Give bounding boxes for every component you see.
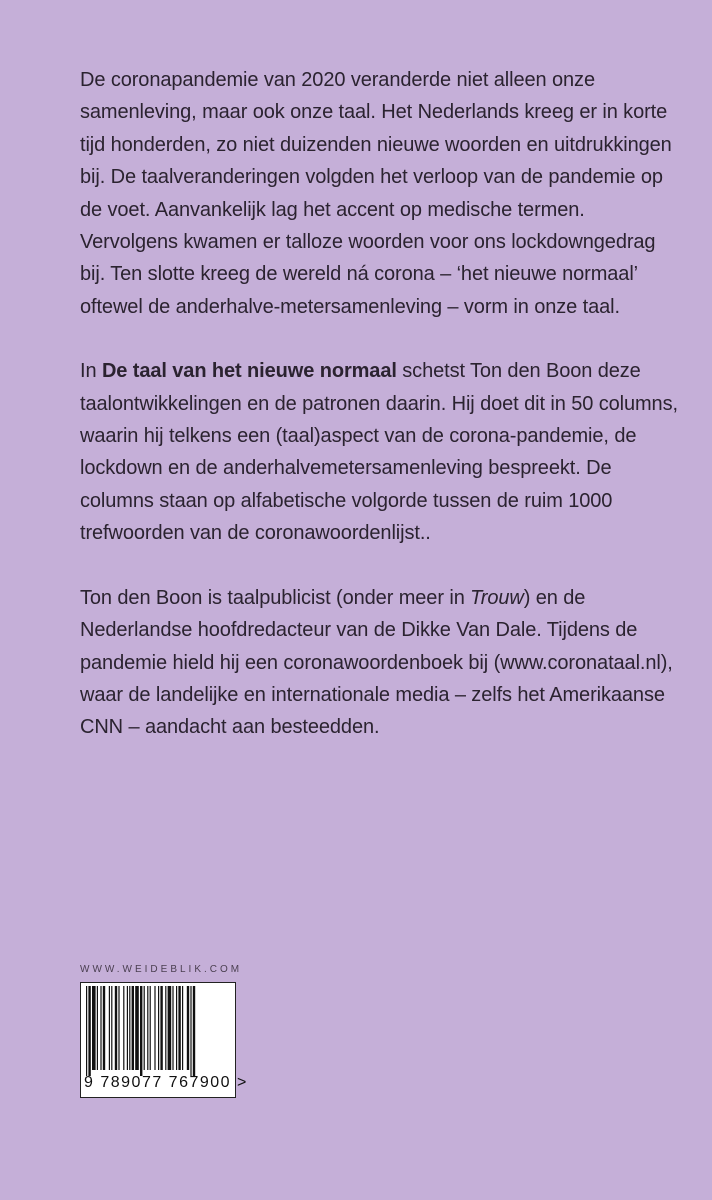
barcode-bar xyxy=(176,986,177,1070)
isbn-number: 9 789077 767900 > xyxy=(84,1074,248,1091)
barcode-bar xyxy=(111,986,112,1070)
barcode-bar xyxy=(172,986,173,1070)
blurb-paragraph-author xyxy=(80,582,680,744)
barcode-bar xyxy=(190,986,191,1076)
barcode-bar xyxy=(97,986,98,1070)
book-title: De taal van het nieuwe normaal xyxy=(101,360,397,383)
barcode-bar xyxy=(86,986,87,1076)
barcode-bar xyxy=(129,986,130,1070)
paragraph-text: ) en de Nederlandse hoofdredacteur van de Dikke Van Dale. Tijdens de pandemie hield hij een coronawoordenboek bij (www.coronataal.nl), waar de landelijke en internationale media – zelfs het Amerikaanse CNN – aandacht aan besteedden. xyxy=(80,586,673,739)
barcode-bar xyxy=(127,986,128,1070)
barcode-bar xyxy=(100,986,101,1070)
barcode-bar xyxy=(168,986,172,1070)
barcode-bar xyxy=(88,986,90,1076)
barcode-bar xyxy=(187,986,189,1070)
barcode-bars xyxy=(84,986,232,1076)
barcode-bar xyxy=(144,986,145,1070)
paragraph-prefix: Ton den Boon is taalpublicist (onder meer in xyxy=(80,586,471,609)
barcode-bar xyxy=(103,986,105,1070)
isbn-barcode xyxy=(80,982,248,1098)
barcode-bar xyxy=(140,986,142,1076)
barcode-bar xyxy=(123,986,124,1070)
barcode-bar xyxy=(115,986,117,1070)
barcode-bar xyxy=(178,986,180,1070)
barcode-bar xyxy=(160,986,162,1070)
barcode-bar xyxy=(165,986,166,1070)
barcode-bar xyxy=(132,986,134,1070)
publisher-website: WWW.WEIDEBLIK.COM xyxy=(80,964,243,975)
barcode-bar xyxy=(118,986,119,1070)
blurb xyxy=(80,64,680,776)
barcode-bar xyxy=(154,986,155,1070)
barcode-bar xyxy=(193,986,195,1076)
barcode-bar xyxy=(150,986,151,1070)
blurb-paragraph-intro: De coronapandemie van 2020 veranderde niet alleen onze samenleving, maar ook onze taal. Het Nederlands kreeg er in korte tijd honderden, zo niet duizenden nieuwe woorden en uitdrukkingen bij. De taalveranderingen volgden het verloop van de pandemie op de voet. Aanvankelijk lag het accent op medische termen. Vervolgens kwamen er talloze woorden voor ons lockdowngedrag bij. Ten slotte kreeg de wereld ná corona – ‘het nieuwe normaal’ oftewel de anderhalve-metersamenleving – vorm in onze taal. xyxy=(80,69,672,318)
barcode-bar xyxy=(158,986,159,1070)
paragraph-text: schetst Ton den Boon deze taalontwikkelingen en de patronen daarin. Hij doet dit in 50 columns, waarin hij telkens een (taal)aspect van de corona-pandemie, de lockdown en de anderhalvemetersamenleving bespreekt. De columns staan op alfabetische volgorde tussen de ruim 1000 trefwoorden van de coronawoordenlijst.. xyxy=(80,360,678,545)
barcode-bar xyxy=(109,986,110,1070)
blurb-paragraph-book xyxy=(80,355,680,549)
paragraph-prefix: In xyxy=(80,360,102,383)
barcode-bar xyxy=(147,986,148,1070)
newspaper-name: Trouw xyxy=(470,586,524,609)
barcode-bar xyxy=(182,986,183,1070)
barcode-bar xyxy=(92,986,96,1070)
barcode-bar xyxy=(135,986,139,1070)
